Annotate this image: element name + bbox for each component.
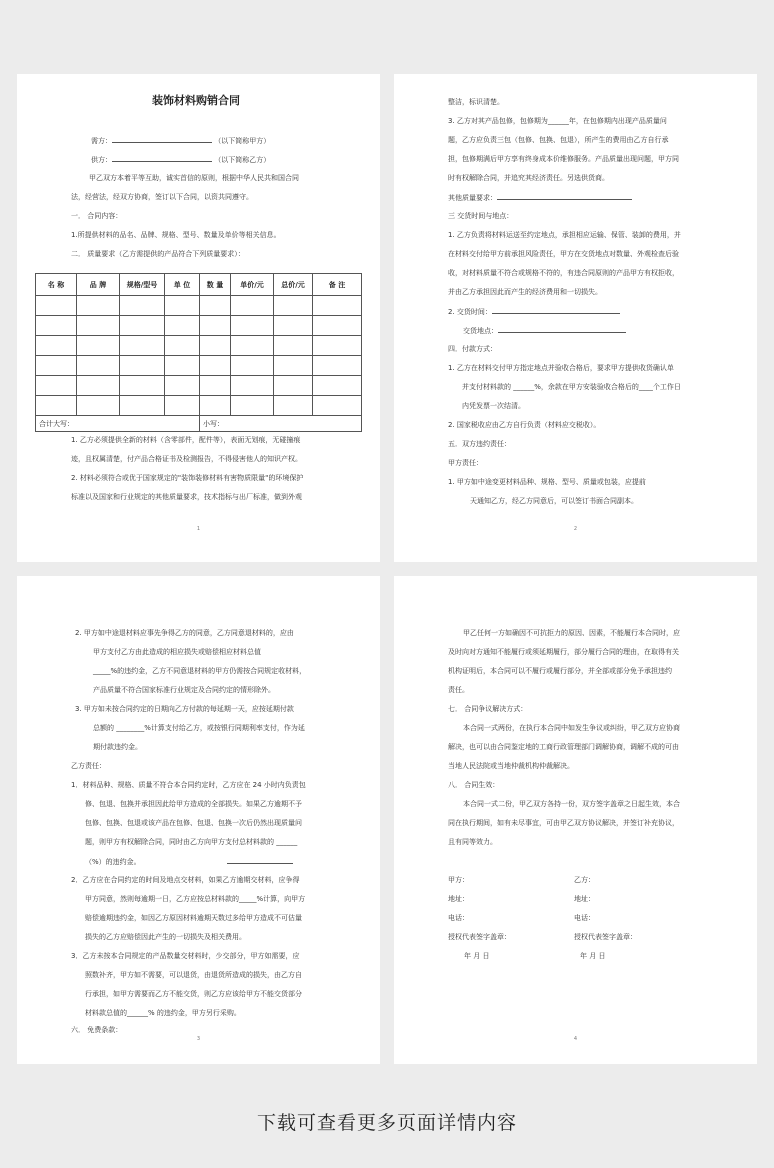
a3-line-3: 期付款违约金。 <box>93 743 142 751</box>
other-quality-line <box>448 192 632 203</box>
b3-line-4: 材料款总值的______% 的违约金，甲方另行采购。 <box>85 1009 241 1017</box>
delivery-1-line-4: 并由乙方承担因此而产生的经济费用和一切损失。 <box>448 288 602 296</box>
a2-line-2: 甲方支付乙方由此造成的相应损失或赔偿相应材料总值 <box>93 648 261 656</box>
delivery-place-label: 交货地点： <box>463 327 498 335</box>
a1-line-1: 1. 甲方如中途变更材料品种、规格、型号、质量或包装，应提前 <box>448 478 646 486</box>
table-row <box>36 296 362 316</box>
phone-b-label: 电话： <box>574 914 595 922</box>
delivery-place-line <box>463 325 626 336</box>
a2-line-4: 产品质量不符合国家标准行业规定及合同约定的情形除外。 <box>93 686 275 694</box>
b1-line-4: 题，则甲方有权解除合同，同时由乙方向甲方支付总材料款的 ______ <box>85 838 298 846</box>
materials-table <box>35 273 362 432</box>
p2-line-5: 时有权解除合同，并追究其经济责任。另选供货商。 <box>448 174 609 182</box>
delivery-time-blank <box>492 306 620 314</box>
b1-line-5 <box>85 856 293 867</box>
seller-line <box>91 154 270 165</box>
section-1-heading: 一． 合同内容： <box>71 212 123 220</box>
contract-page-4 <box>394 576 757 1064</box>
rep-a-label: 授权代表签字盖章： <box>448 933 511 941</box>
dispute-line-3: 当地人民法院或当地仲裁机构仲裁解决。 <box>448 762 574 770</box>
p2-line-4: 担，包修期满后甲方享有终身成本价维修服务。产品质量出现问题，甲方同 <box>448 155 679 163</box>
a1-line-2: 天通知乙方，经乙方同意后，可以签订书面合同副本。 <box>470 497 638 505</box>
seller-note: （以下简称乙方） <box>214 156 271 164</box>
quality-1-line-1: 1. 乙方必须提供全新的材料（含零部件，配件等），表面无划痕，无碰撞痕 <box>71 436 301 444</box>
force-majeure-line-4: 责任。 <box>448 686 469 694</box>
table-row <box>36 376 362 396</box>
page-number: 2 <box>573 526 578 532</box>
section-7-heading: 七． 合同争议解决方式： <box>448 705 528 713</box>
effect-line-3: 且有同等效力。 <box>448 838 497 846</box>
force-majeure-line-2: 及时向对方通知不能履行或须延期履行，部分履行合同的理由，在取得有关 <box>448 648 679 656</box>
table-header-cell: 品 牌 <box>77 274 120 296</box>
section-5-heading: 五．双方违约责任： <box>448 440 511 448</box>
quality-1-line-2: 迹，且权属清楚，付产品合格证书及检测报告，不得侵害他人的知识产权。 <box>71 455 302 463</box>
quality-2-line-1: 2. 材料必须符合或优于国家规定的"装饰装修材料有害物质限量"的环境保护 <box>71 474 304 482</box>
dispute-line-1: 本合同一式两份，在执行本合同中如发生争议或纠纷，甲乙双方应协商 <box>463 724 680 732</box>
b1-line-5-text: （%）的违约金。 <box>85 858 141 866</box>
other-quality-label: 其他质量要求： <box>448 194 497 202</box>
payment-1-line-2: 并支付材料款的 ______%，余款在甲方安装验收合格后的____个工作日 <box>462 383 681 391</box>
p2-line-3: 题，乙方应负责三包（包修、包换、包退），所产生的费用由乙方自行承 <box>448 136 669 144</box>
total-lower-label: 小写： <box>200 416 362 432</box>
section-3-heading: 三 交货时间与地点： <box>448 212 514 220</box>
intro-line-2: 法，经营法，经双方协商，签订以下合同，以资共同遵守。 <box>71 193 253 201</box>
section-4-heading: 四．付款方式： <box>448 345 497 353</box>
effect-line-1: 本合同一式二份，甲乙双方各持一份，双方签字盖章之日起生效，本合 <box>463 800 680 808</box>
table-total-row <box>36 416 362 432</box>
table-header-row <box>36 274 362 296</box>
buyer-blank <box>112 135 212 143</box>
b3-line-1: 3．乙方未按本合同规定的产品数量交材料时，少交部分，甲方如需要，应 <box>71 952 300 960</box>
table-row <box>36 336 362 356</box>
seller-label: 供方： <box>91 156 112 164</box>
buyer-note: （以下简称甲方） <box>214 137 271 145</box>
a3-line-1: 3. 甲方如未按合同约定的日期向乙方付款的每延期一天，应按延期付款 <box>75 705 294 713</box>
table-row <box>36 316 362 336</box>
payment-2: 2. 国家税收应由乙方自行负责（材料应交税收）。 <box>448 421 601 429</box>
party-b-resp-heading: 乙方责任： <box>71 762 106 770</box>
b1-line-1: 1．材料品种、规格、质量不符合本合同约定时，乙方应在 24 小时内负责包 <box>71 781 306 789</box>
section-2-heading: 二． 质量要求（乙方需提供的产品符合下列质量要求）： <box>71 250 245 258</box>
table-header-cell: 名 称 <box>36 274 77 296</box>
table-row <box>36 356 362 376</box>
seller-blank <box>112 154 212 162</box>
force-majeure-line-3: 机构证明后，本合同可以不履行或履行部分，并全部或部分免予承担违约 <box>448 667 672 675</box>
p2-line-2: 3. 乙方对其产品包修，包修期为______年，在包修期内出现产品质量问 <box>448 117 667 125</box>
b1-line-3: 包修、包换、包退或该产品在包修、包退、包换一次后仍然出现质量问 <box>85 819 302 827</box>
dispute-line-2: 解决，也可以由合同鉴定地的工商行政管理部门调解协商，调解不成的可由 <box>448 743 679 751</box>
party-a-label: 甲方： <box>448 876 469 884</box>
contract-title: 装饰材料购销合同 <box>152 94 240 107</box>
table-header-cell: 总价/元 <box>274 274 313 296</box>
section-8-heading: 八． 合同生效： <box>448 781 500 789</box>
table-header-cell: 单价/元 <box>231 274 274 296</box>
table-header-cell: 单 位 <box>165 274 200 296</box>
total-upper-label: 合计大写： <box>36 416 200 432</box>
contract-page-2 <box>394 74 757 562</box>
table-header-cell: 规格/型号 <box>120 274 165 296</box>
b1-line-2: 修、包退、包换并承担因此给甲方造成的全部损失。如果乙方逾期不予 <box>85 800 302 808</box>
payment-1-line-3: 内凭发票一次结清。 <box>462 402 525 410</box>
a2-line-1: 2. 甲方如中途退材料应事先争得乙方的同意，乙方同意退材料的，应由 <box>75 629 294 637</box>
b3-line-2: 照数补齐，甲方如不需要，可以退货，由退货所造成的损失，由乙方自 <box>85 971 302 979</box>
contract-page-1 <box>17 74 380 562</box>
delivery-1-line-1: 1. 乙方负责将材料运送至约定地点，承担相应运输、保管、装卸的费用，并 <box>448 231 681 239</box>
a3-line-2: 总额的 ________%计算支付给乙方，或按银行同期利率支付，作为延 <box>93 724 305 732</box>
other-quality-blank <box>497 192 632 200</box>
b3-line-3: 行承担，如甲方需要而乙方不能交货，则乙方应该给甲方不能交货部分 <box>85 990 302 998</box>
party-b-label: 乙方： <box>574 876 595 884</box>
section-6-heading: 六． 免费条款： <box>71 1026 123 1034</box>
a2-line-3: _____%的违约金，乙方不同意退材料的甲方仍需按合同规定收材料， <box>93 667 307 675</box>
contract-page-3 <box>17 576 380 1064</box>
b2-line-1: 2．乙方应在合同约定的时间及地点交材料，如果乙方逾期交材料，应争得 <box>71 876 300 884</box>
buyer-line <box>91 135 270 146</box>
quality-2-line-2: 标准以及国家和行业规定的其他质量要求，技术指标与出厂标准，做到外观 <box>71 493 302 501</box>
b2-line-2: 甲方同意，然则每逾期一日，乙方应按总材料款的_____%计算，向甲方 <box>85 895 306 903</box>
buyer-label: 需方： <box>91 137 112 145</box>
page-number: 4 <box>573 1036 578 1042</box>
b2-line-4: 损失的乙方应赔偿因此产生的一切损失及相关费用。 <box>85 933 246 941</box>
date-a: 年 月 日 <box>464 952 490 960</box>
force-majeure-line-1: 甲乙任何一方如确因不可抗拒力的原因、因素，不能履行本合同时，应 <box>463 629 680 637</box>
delivery-1-line-2: 在材料交付给甲方前承担风险责任，甲方在交货地点对数量、外观检查后验 <box>448 250 679 258</box>
date-b: 年 月 日 <box>580 952 606 960</box>
p2-line-1: 整洁，标识清楚。 <box>448 98 504 106</box>
party-a-resp-heading: 甲方责任： <box>448 459 483 467</box>
page-number: 3 <box>196 1036 201 1042</box>
effect-line-2: 同在执行期间，如有未尽事宜，可由甲乙双方协议解决，并签订补充协议， <box>448 819 679 827</box>
table-row <box>36 396 362 416</box>
payment-1-line-1: 1. 乙方在材料交付甲方指定地点并验收合格后，要求甲方提供收货确认单 <box>448 364 674 372</box>
rep-b-label: 授权代表签字盖章： <box>574 933 637 941</box>
table-header-cell: 备 注 <box>313 274 362 296</box>
download-more-text[interactable]: 下载可查看更多页面详情内容 <box>256 1112 517 1134</box>
delivery-time-label: 2. 交货时间： <box>448 308 492 316</box>
phone-a-label: 电话： <box>448 914 469 922</box>
delivery-1-line-3: 收，对材料质量不符合或规格不符的，有违合同原则的产品甲方有权拒收， <box>448 269 679 277</box>
address-b-label: 地址： <box>574 895 595 903</box>
section-1-item-1: 1.所提供材料的品名、品牌、规格、型号、数量及单价等相关信息。 <box>71 231 281 239</box>
delivery-place-blank <box>498 325 626 333</box>
address-a-label: 地址： <box>448 895 469 903</box>
b1-blank <box>227 856 293 864</box>
b2-line-3: 赔偿逾期违约金，如因乙方原因材料逾期天数过多给甲方造成不可估量 <box>85 914 302 922</box>
page-number: 1 <box>196 526 201 532</box>
intro-line-1: 甲乙双方本着平等互助，诚实首信的原则，根据中华人民共和国合同 <box>89 174 299 182</box>
table-header-cell: 数 量 <box>200 274 231 296</box>
delivery-time-line <box>448 306 620 317</box>
